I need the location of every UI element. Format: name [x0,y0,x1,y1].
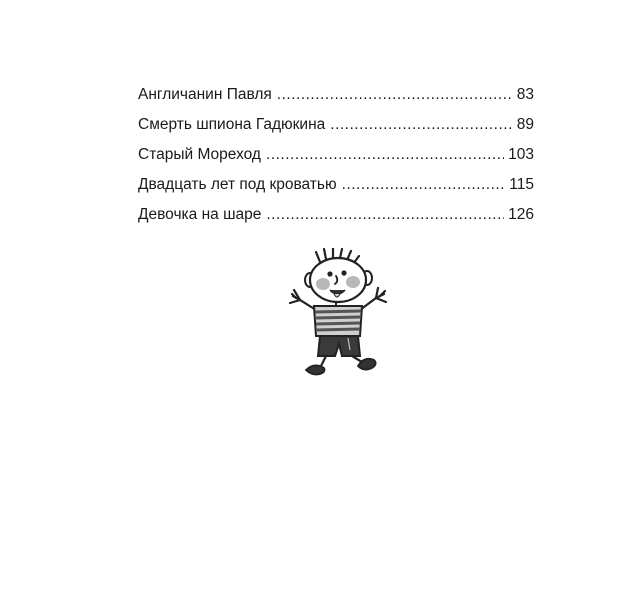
toc-entry-title: Смерть шпиона Гадюкина [138,116,326,133]
legs [320,356,362,368]
toc-entry[interactable] [138,200,534,230]
toc-leader-dots [266,200,504,230]
toc-entry[interactable] [138,80,534,110]
toc-entry-title: Англичанин Павля [138,86,272,103]
toc-entry[interactable] [138,140,534,170]
boy-drawing-svg [286,248,390,380]
toc-entry-title: Девочка на шаре [138,206,262,223]
toc-leader-dots [266,140,504,170]
boy-drawing-icon [286,248,390,380]
table-of-contents [138,80,534,230]
toc-entry-title: Двадцать лет под кроватью [138,176,337,193]
toc-entry-page: 126 [508,206,534,223]
toc-entry-page: 103 [508,146,534,163]
right-eye [341,270,346,275]
toc-entry[interactable] [138,170,534,200]
shorts [318,336,360,356]
left-eye [327,271,332,276]
right-cheek [346,276,360,288]
left-shoe [306,365,325,374]
toc-entry-page: 89 [516,116,534,133]
toc-entry[interactable] [138,110,534,140]
toc-entry-title: Старый Мореход [138,146,261,163]
left-cheek [316,278,330,290]
toc-leader-dots [342,170,506,200]
toc-entry-page: 83 [516,86,534,103]
toc-leader-dots [330,110,512,140]
toc-leader-dots [277,80,513,110]
toc-entry-page: 115 [509,176,534,193]
